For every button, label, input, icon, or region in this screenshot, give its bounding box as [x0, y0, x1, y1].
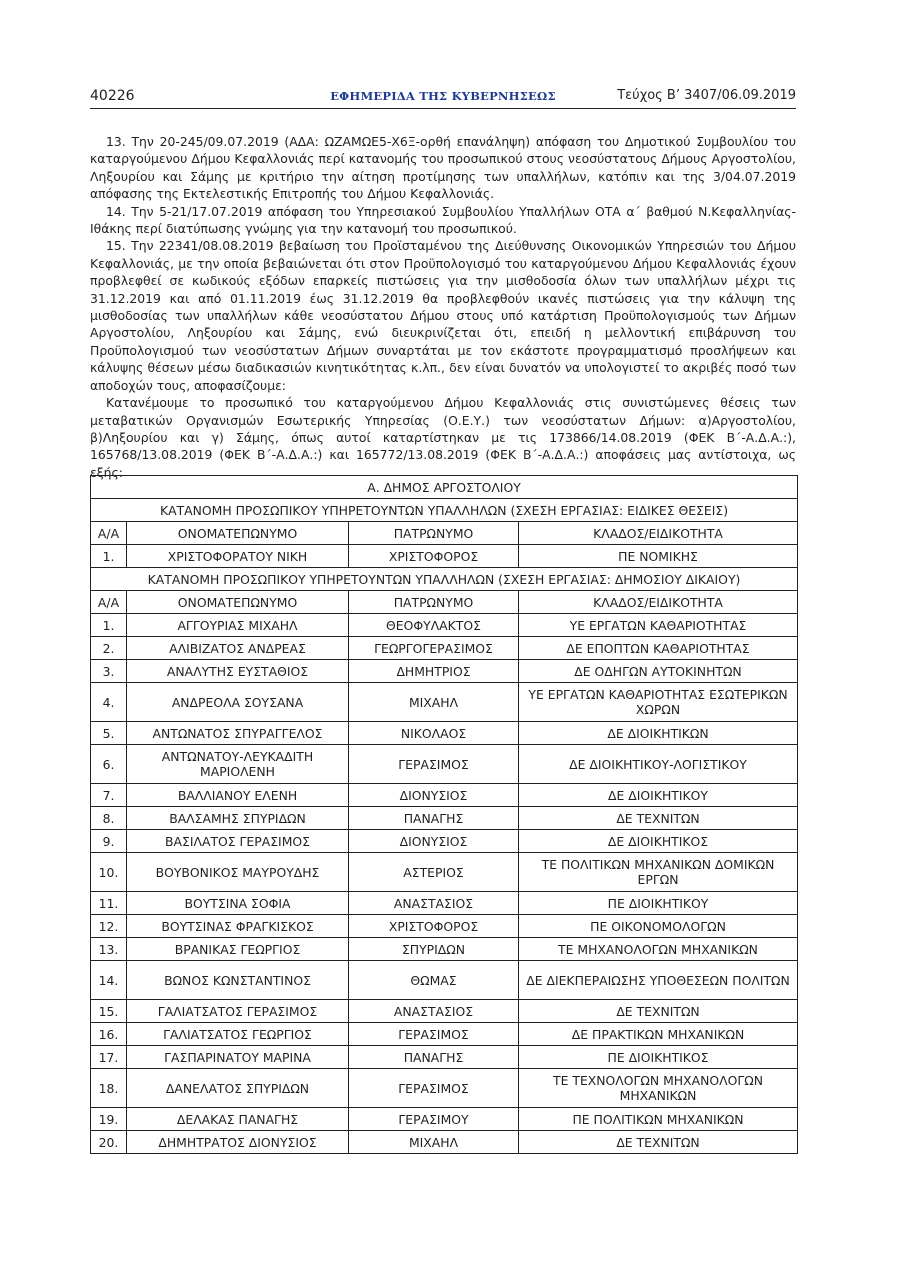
- section-title-row: [91, 568, 798, 591]
- cell-name: ΑΝΤΩΝΑΤΟΥ-ΛΕΥΚΑΔΙΤΗ ΜΑΡΙΟΛΕΝΗ: [127, 745, 349, 784]
- cell-specialty: ΔΕ ΟΔΗΓΩΝ ΑΥΤΟΚΙΝΗΤΩΝ: [519, 660, 798, 683]
- cell-aa: 7.: [91, 784, 127, 807]
- cell-aa: 19.: [91, 1108, 127, 1131]
- table-row: [91, 1046, 798, 1069]
- cell-father: ΔΗΜΗΤΡΙΟΣ: [349, 660, 519, 683]
- cell-specialty: ΠΕ ΠΟΛΙΤΙΚΩΝ ΜΗΧΑΝΙΚΩΝ: [519, 1108, 798, 1131]
- table-row: [91, 1023, 798, 1046]
- cell-aa: 1.: [91, 545, 127, 568]
- cell-name: ΓΑΛΙΑΤΣΑΤΟΣ ΓΕΩΡΓΙΟΣ: [127, 1023, 349, 1046]
- cell-name: ΒΡΑΝΙΚΑΣ ΓΕΩΡΓΙΟΣ: [127, 938, 349, 961]
- table-row: [91, 938, 798, 961]
- col-header-aa: Α/Α: [91, 522, 127, 545]
- cell-father: ΓΕΡΑΣΙΜΟΣ: [349, 745, 519, 784]
- cell-name: ΒΟΥΤΣΙΝΑ ΣΟΦΙΑ: [127, 892, 349, 915]
- table-row: [91, 853, 798, 892]
- cell-specialty: ΔΕ ΔΙΟΙΚΗΤΙΚΟΣ: [519, 830, 798, 853]
- page-header: [90, 88, 796, 110]
- cell-name: ΔΗΜΗΤΡΑΤΟΣ ΔΙΟΝΥΣΙΟΣ: [127, 1131, 349, 1154]
- col-header-father: ΠΑΤΡΩΝΥΜΟ: [349, 522, 519, 545]
- cell-specialty: ΥΕ ΕΡΓΑΤΩΝ ΚΑΘΑΡΙΟΤΗΤΑΣ: [519, 614, 798, 637]
- cell-specialty: ΔΕ ΠΡΑΚΤΙΚΩΝ ΜΗΧΑΝΙΚΩΝ: [519, 1023, 798, 1046]
- cell-name: ΒΑΛΣΑΜΗΣ ΣΠΥΡΙΔΩΝ: [127, 807, 349, 830]
- cell-father: ΑΝΑΣΤΑΣΙΟΣ: [349, 1000, 519, 1023]
- cell-aa: 12.: [91, 915, 127, 938]
- table-row: [91, 1108, 798, 1131]
- column-header-row: [91, 522, 798, 545]
- table-row: [91, 1069, 798, 1108]
- table-row: [91, 614, 798, 637]
- cell-father: ΠΑΝΑΓΗΣ: [349, 807, 519, 830]
- cell-specialty: ΥΕ ΕΡΓΑΤΩΝ ΚΑΘΑΡΙΟΤΗΤΑΣ ΕΣΩΤΕΡΙΚΩΝ ΧΩΡΩΝ: [519, 683, 798, 722]
- cell-father: ΘΩΜΑΣ: [349, 961, 519, 1000]
- cell-name: ΑΓΓΟΥΡΙΑΣ ΜΙΧΑΗΛ: [127, 614, 349, 637]
- body-text: [90, 133, 796, 481]
- table-row: [91, 892, 798, 915]
- cell-father: ΘΕΟΦΥΛΑΚΤΟΣ: [349, 614, 519, 637]
- table-title-row: [91, 476, 798, 499]
- cell-name: ΔΕΛΑΚΑΣ ΠΑΝΑΓΗΣ: [127, 1108, 349, 1131]
- col-header-name: ΟΝΟΜΑΤΕΠΩΝΥΜΟ: [127, 522, 349, 545]
- cell-father: ΓΕΡΑΣΙΜΟΣ: [349, 1023, 519, 1046]
- cell-specialty: ΔΕ ΔΙΟΙΚΗΤΙΚΩΝ: [519, 722, 798, 745]
- cell-name: ΑΝΤΩΝΑΤΟΣ ΣΠΥΡΑΓΓΕΛΟΣ: [127, 722, 349, 745]
- table-row: [91, 830, 798, 853]
- table-row: [91, 961, 798, 1000]
- cell-specialty: ΔΕ ΤΕΧΝΙΤΩΝ: [519, 1000, 798, 1023]
- cell-name: ΒΩΝΟΣ ΚΩΝΣΤΑΝΤΙΝΟΣ: [127, 961, 349, 1000]
- cell-specialty: ΔΕ ΔΙΟΙΚΗΤΙΚΟΥ: [519, 784, 798, 807]
- paragraph: 13. Την 20-245/09.07.2019 (ΑΔΑ: ΩΖΑΜΩΕ5-Χ6Ξ-ορθή επανάληψη) απόφαση του Δημοτικού Συμβουλίου του καταργούμενου Δήμου Κεφαλλονιάς περί κατανομής του προσωπικού στους νεοσύστατους Δήμους Αργοστολίου, Ληξουρίου και Σάμης με κριτήριο την αίτηση προτίμησης των υπαλλήλων, κατόπιν και της 3/04.07.2019 απόφασης της Εκτελεστικής Επιτροπής του Δήμου Κεφαλλονιάς.: [90, 134, 796, 202]
- cell-aa: 5.: [91, 722, 127, 745]
- staff-allocation-table: [90, 475, 798, 1154]
- col-header-specialty: ΚΛΑΔΟΣ/ΕΙΔΙΚΟΤΗΤΑ: [519, 522, 798, 545]
- col-header-aa: Α/Α: [91, 591, 127, 614]
- header-divider: [90, 108, 796, 109]
- table-row: [91, 807, 798, 830]
- cell-father: ΠΑΝΑΓΗΣ: [349, 1046, 519, 1069]
- table-row: [91, 1131, 798, 1154]
- issue-number: Τεύχος Β’ 3407/06.09.2019: [617, 88, 796, 103]
- col-header-father: ΠΑΤΡΩΝΥΜΟ: [349, 591, 519, 614]
- cell-name: ΓΑΣΠΑΡΙΝΑΤΟΥ ΜΑΡΙΝΑ: [127, 1046, 349, 1069]
- cell-name: ΒΟΥΤΣΙΝΑΣ ΦΡΑΓΚΙΣΚΟΣ: [127, 915, 349, 938]
- cell-aa: 20.: [91, 1131, 127, 1154]
- cell-name: ΔΑΝΕΛΑΤΟΣ ΣΠΥΡΙΔΩΝ: [127, 1069, 349, 1108]
- cell-aa: 13.: [91, 938, 127, 961]
- cell-father: ΧΡΙΣΤΟΦΟΡΟΣ: [349, 545, 519, 568]
- cell-specialty: ΠΕ ΔΙΟΙΚΗΤΙΚΟΣ: [519, 1046, 798, 1069]
- paragraph: 15. Την 22341/08.08.2019 βεβαίωση του Προϊσταμένου της Διεύθυνσης Οικονομικών Υπηρεσιών του Δήμου Κεφαλλονιάς, με την οποία βεβαιώνεται ότι στον Προϋπολογισμό του καταργούμενου Δήμου Κεφαλλονιάς έχουν προβλεφθεί σε κωδικούς εξόδων επαρκείς πιστώσεις για την μισθοδοσία όλων των υπαλλήλων μέχρι τις 31.12.2019 και από 01.11.2019 έως 31.12.2019 θα προβλεφθούν ικανές πιστώσεις για την κάλυψη της μισθοδοσίας των υπαλλήλων κάθε νεοσύστατου Δήμου στους υπό κατάρτιση Προϋπολογισμούς των Δήμων Αργοστολίου, Ληξουρίου και Σάμης, ενώ διευκρινίζεται ότι, επειδή η μελλοντική επιβάρυνση του Προϋπολογισμού των νεοσύστατων Δήμων συναρτάται με τον εκάστοτε προγραμματισμό προσλήψεων και κάλυψης θέσεων μέσω διαδικασιών κινητικότητας κ.λπ., δεν είναι δυνατόν να υπολογιστεί το ακριβές ποσό των αποδοχών τους, αποφασίζουμε:: [90, 238, 796, 393]
- table-row: [91, 784, 798, 807]
- cell-father: ΣΠΥΡΙΔΩΝ: [349, 938, 519, 961]
- cell-aa: 17.: [91, 1046, 127, 1069]
- cell-father: ΜΙΧΑΗΛ: [349, 1131, 519, 1154]
- cell-name: ΒΑΣΙΛΑΤΟΣ ΓΕΡΑΣΙΜΟΣ: [127, 830, 349, 853]
- cell-father: ΓΕΡΑΣΙΜΟΥ: [349, 1108, 519, 1131]
- cell-aa: 18.: [91, 1069, 127, 1108]
- cell-specialty: ΠΕ ΟΙΚΟΝΟΜΟΛΟΓΩΝ: [519, 915, 798, 938]
- cell-aa: 1.: [91, 614, 127, 637]
- cell-name: ΧΡΙΣΤΟΦΟΡΑΤΟΥ ΝΙΚΗ: [127, 545, 349, 568]
- table-row: [91, 545, 798, 568]
- table-row: [91, 745, 798, 784]
- cell-specialty: ΤΕ ΠΟΛΙΤΙΚΩΝ ΜΗΧΑΝΙΚΩΝ ΔΟΜΙΚΩΝ ΕΡΓΩΝ: [519, 853, 798, 892]
- cell-specialty: ΔΕ ΔΙΟΙΚΗΤΙΚΟΥ-ΛΟΓΙΣΤΙΚΟΥ: [519, 745, 798, 784]
- cell-aa: 16.: [91, 1023, 127, 1046]
- cell-aa: 15.: [91, 1000, 127, 1023]
- cell-aa: 3.: [91, 660, 127, 683]
- cell-aa: 10.: [91, 853, 127, 892]
- cell-specialty: ΔΕ ΕΠΟΠΤΩΝ ΚΑΘΑΡΙΟΤΗΤΑΣ: [519, 637, 798, 660]
- cell-aa: 8.: [91, 807, 127, 830]
- table-row: [91, 722, 798, 745]
- cell-name: ΓΑΛΙΑΤΣΑΤΟΣ ΓΕΡΑΣΙΜΟΣ: [127, 1000, 349, 1023]
- cell-specialty: ΔΕ ΔΙΕΚΠΕΡΑΙΩΣΗΣ ΥΠΟΘΕΣΕΩΝ ΠΟΛΙΤΩΝ: [519, 961, 798, 1000]
- cell-name: ΑΝΔΡΕΟΛΑ ΣΟΥΣΑΝΑ: [127, 683, 349, 722]
- cell-father: ΝΙΚΟΛΑΟΣ: [349, 722, 519, 745]
- cell-name: ΒΑΛΛΙΑΝΟΥ ΕΛΕΝΗ: [127, 784, 349, 807]
- cell-specialty: ΠΕ ΝΟΜΙΚΗΣ: [519, 545, 798, 568]
- cell-aa: 2.: [91, 637, 127, 660]
- cell-father: ΑΝΑΣΤΑΣΙΟΣ: [349, 892, 519, 915]
- paragraph: 14. Την 5-21/17.07.2019 απόφαση του Υπηρεσιακού Συμβουλίου Υπαλλήλων ΟΤΑ α΄ βαθμού Ν.Κεφαλληνίας-Ιθάκης περί διατύπωσης γνώμης για την κατανομή του προσωπικού.: [90, 203, 796, 237]
- col-header-specialty: ΚΛΑΔΟΣ/ΕΙΔΙΚΟΤΗΤΑ: [519, 591, 798, 614]
- column-header-row: [91, 591, 798, 614]
- section-title-row: [91, 499, 798, 522]
- cell-specialty: ΤΕ ΤΕΧΝΟΛΟΓΩΝ ΜΗΧΑΝΟΛΟΓΩΝ ΜΗΧΑΝΙΚΩΝ: [519, 1069, 798, 1108]
- cell-name: ΑΝΑΛΥΤΗΣ ΕΥΣΤΑΘΙΟΣ: [127, 660, 349, 683]
- table-title: Α. ΔΗΜΟΣ ΑΡΓΟΣΤΟΛΙΟΥ: [91, 476, 798, 499]
- cell-father: ΑΣΤΕΡΙΟΣ: [349, 853, 519, 892]
- cell-father: ΧΡΙΣΤΟΦΟΡΟΣ: [349, 915, 519, 938]
- cell-father: ΓΕΡΑΣΙΜΟΣ: [349, 1069, 519, 1108]
- cell-father: ΔΙΟΝΥΣΙΟΣ: [349, 784, 519, 807]
- cell-father: ΔΙΟΝΥΣΙΟΣ: [349, 830, 519, 853]
- table-row: [91, 683, 798, 722]
- section-title: ΚΑΤΑΝΟΜΗ ΠΡΟΣΩΠΙΚΟΥ ΥΠΗΡΕΤΟΥΝΤΩΝ ΥΠΑΛΛΗΛΩΝ (ΣΧΕΣΗ ΕΡΓΑΣΙΑΣ: ΕΙΔΙΚΕΣ ΘΕΣΕΙΣ): [91, 499, 798, 522]
- page-number: 40226: [90, 88, 135, 104]
- cell-specialty: ΠΕ ΔΙΟΙΚΗΤΙΚΟΥ: [519, 892, 798, 915]
- cell-name: ΑΛΙΒΙΖΑΤΟΣ ΑΝΔΡΕΑΣ: [127, 637, 349, 660]
- cell-father: ΜΙΧΑΗΛ: [349, 683, 519, 722]
- col-header-name: ΟΝΟΜΑΤΕΠΩΝΥΜΟ: [127, 591, 349, 614]
- cell-aa: 9.: [91, 830, 127, 853]
- cell-father: ΓΕΩΡΓΟΓΕΡΑΣΙΜΟΣ: [349, 637, 519, 660]
- table-row: [91, 1000, 798, 1023]
- section-title: ΚΑΤΑΝΟΜΗ ΠΡΟΣΩΠΙΚΟΥ ΥΠΗΡΕΤΟΥΝΤΩΝ ΥΠΑΛΛΗΛΩΝ (ΣΧΕΣΗ ΕΡΓΑΣΙΑΣ: ΔΗΜΟΣΙΟΥ ΔΙΚΑΙΟΥ): [91, 568, 798, 591]
- cell-aa: 14.: [91, 961, 127, 1000]
- cell-aa: 11.: [91, 892, 127, 915]
- table-row: [91, 637, 798, 660]
- paragraph: Κατανέμουμε το προσωπικό του καταργούμενου Δήμου Κεφαλλονιάς στις συνιστώμενες θέσεις των μεταβατικών Οργανισμών Εσωτερικής Υπηρεσίας (Ο.Ε.Υ.) των νεοσύστατων Δήμων: α)Αργοστολίου, β)Ληξουρίου και γ) Σάμης, όπως αυτοί καταρτίστηκαν με τις 173866/14.08.2019 (ΦΕΚ Β΄-Α.Δ.Α.:), 165768/13.08.2019 (ΦΕΚ Β΄-Α.Δ.Α.:) και 165772/13.08.2019 (ΦΕΚ Β΄-Α.Δ.Α.:) αποφάσεις μας αντίστοιχα, ως εξής:: [90, 395, 796, 480]
- cell-specialty: ΔΕ ΤΕΧΝΙΤΩΝ: [519, 807, 798, 830]
- cell-specialty: ΔΕ ΤΕΧΝΙΤΩΝ: [519, 1131, 798, 1154]
- cell-aa: 4.: [91, 683, 127, 722]
- cell-name: ΒΟΥΒΟΝΙΚΟΣ ΜΑΥΡΟΥΔΗΣ: [127, 853, 349, 892]
- table-row: [91, 660, 798, 683]
- table-row: [91, 915, 798, 938]
- cell-aa: 6.: [91, 745, 127, 784]
- cell-specialty: ΤΕ ΜΗΧΑΝΟΛΟΓΩΝ ΜΗΧΑΝΙΚΩΝ: [519, 938, 798, 961]
- journal-title: ΕΦΗΜΕΡΙΔΑ ΤΗΣ ΚΥΒΕΡΝΗΣΕΩΣ: [330, 89, 556, 103]
